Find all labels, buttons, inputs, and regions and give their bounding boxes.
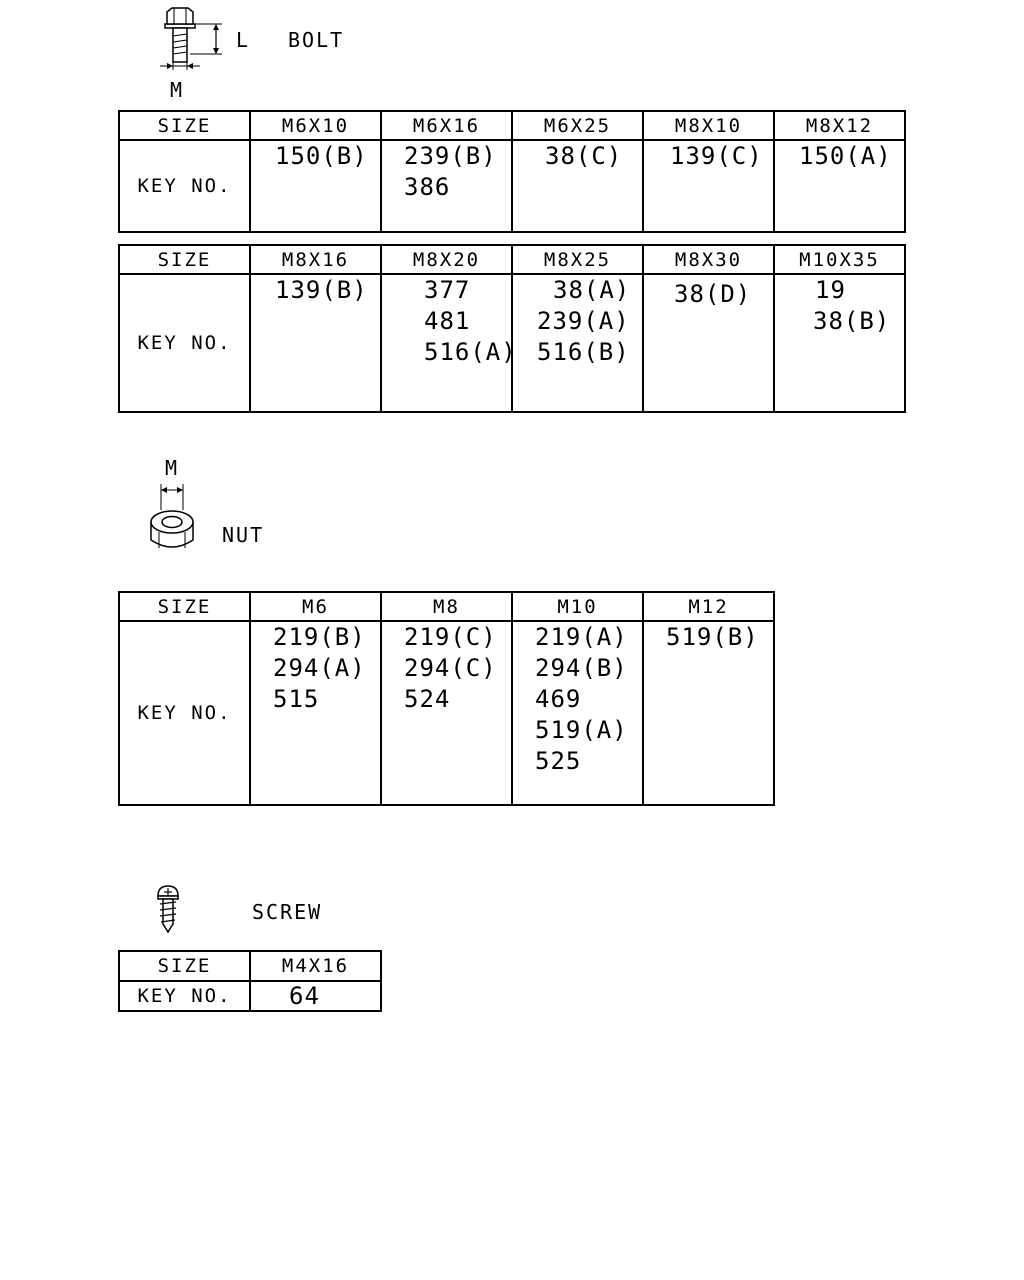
size-cell: M8X30 — [643, 245, 774, 274]
key-entry: 515 — [273, 685, 320, 713]
key-entry: 525 — [535, 747, 582, 775]
key-entry: 516(B) — [537, 338, 630, 366]
size-cell: M6X16 — [381, 111, 512, 140]
key-cell — [381, 621, 512, 805]
key-entry: 38(B) — [813, 307, 891, 335]
size-cell: M6X10 — [250, 111, 381, 140]
key-entry: 219(A) — [535, 623, 628, 651]
key-entry: 38(A) — [553, 276, 631, 304]
key-entry: 519(A) — [535, 716, 628, 744]
key-entry: 239(A) — [537, 307, 630, 335]
nut-diameter-label: M — [165, 456, 180, 480]
size-cell: M8X16 — [250, 245, 381, 274]
size-cell: M6 — [250, 592, 381, 621]
key-entry: 38(C) — [545, 142, 623, 170]
key-cell — [643, 274, 774, 412]
key-cell — [250, 274, 381, 412]
key-cell — [643, 140, 774, 232]
bolt-table-2 — [118, 244, 906, 413]
key-entry: 150(A) — [799, 142, 892, 170]
size-cell: M10 — [512, 592, 643, 621]
key-no-header: KEY NO. — [119, 981, 250, 1011]
nut-icon — [145, 482, 205, 554]
key-entry: 386 — [404, 173, 451, 201]
key-entry: 294(B) — [535, 654, 628, 682]
key-entry: 377 — [424, 276, 471, 304]
key-entry: 239(B) — [404, 142, 497, 170]
key-entry: 38(D) — [674, 280, 752, 308]
key-entry: 519(B) — [666, 623, 759, 651]
size-cell: M8X12 — [774, 111, 905, 140]
key-cell — [250, 621, 381, 805]
size-header: SIZE — [119, 111, 250, 140]
key-entry: 219(B) — [273, 623, 366, 651]
size-cell: M10X35 — [774, 245, 905, 274]
key-cell — [381, 140, 512, 232]
size-header: SIZE — [119, 592, 250, 621]
key-cell — [512, 140, 643, 232]
key-cell — [381, 274, 517, 412]
key-entry: 481 — [424, 307, 471, 335]
key-cell — [512, 274, 643, 412]
key-entry: 19 — [815, 276, 846, 304]
key-entry: 219(C) — [404, 623, 497, 651]
screw-table — [118, 950, 382, 1012]
key-cell — [512, 621, 643, 805]
screw-icon — [155, 884, 183, 934]
key-entry: 469 — [535, 685, 582, 713]
key-entry: 516(A) — [424, 338, 517, 366]
screw-title: SCREW — [252, 900, 323, 924]
key-cell — [643, 621, 774, 805]
nut-table — [118, 591, 775, 806]
key-no-header: KEY NO. — [119, 274, 250, 412]
key-cell — [774, 274, 905, 412]
key-cell — [250, 140, 381, 232]
key-entry: 524 — [404, 685, 451, 713]
size-header: SIZE — [119, 245, 250, 274]
key-entry: 64 — [289, 982, 320, 1010]
bolt-table-1 — [118, 110, 906, 233]
bolt-title: BOLT — [288, 28, 345, 52]
key-no-header: KEY NO. — [119, 140, 250, 232]
key-entry: 294(C) — [404, 654, 497, 682]
size-cell: M12 — [643, 592, 774, 621]
key-entry: 139(C) — [670, 142, 763, 170]
size-cell: M6X25 — [512, 111, 643, 140]
size-cell: M8X10 — [643, 111, 774, 140]
size-cell: M8 — [381, 592, 512, 621]
size-cell: M8X20 — [381, 245, 512, 274]
size-cell: M8X25 — [512, 245, 643, 274]
nut-title: NUT — [222, 523, 265, 547]
size-header: SIZE — [119, 951, 250, 981]
key-entry: 139(B) — [275, 276, 368, 304]
bolt-icon — [150, 6, 230, 76]
key-cell — [774, 140, 905, 232]
key-no-header: KEY NO. — [119, 621, 250, 805]
bolt-diameter-label: M — [170, 78, 185, 102]
key-entry: 150(B) — [275, 142, 368, 170]
size-cell: M4X16 — [250, 951, 381, 981]
key-cell — [250, 981, 381, 1011]
key-entry: 294(A) — [273, 654, 366, 682]
bolt-length-label: L — [236, 28, 251, 52]
